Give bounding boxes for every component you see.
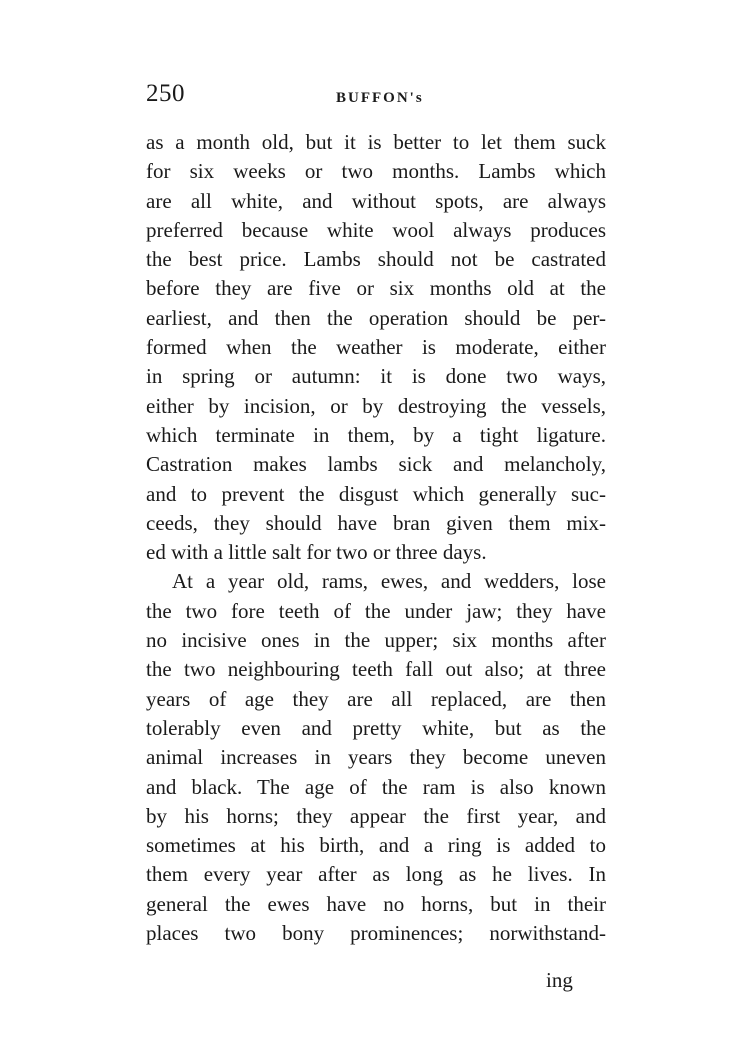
text-line: general the ewes have no horns, but in their — [146, 891, 606, 916]
text-line: for six weeks or two months. Lambs which — [146, 159, 606, 184]
paragraph-1 — [146, 128, 606, 567]
text-line: years of age they are all replaced, are then — [146, 686, 606, 711]
text-line: formed when the weather is moderate, either — [146, 335, 606, 360]
text-line: which terminate in them, by a tight ligature. — [146, 422, 606, 447]
paragraph-2 — [146, 567, 606, 948]
text-line: and to prevent the disgust which generally suc- — [146, 481, 606, 506]
text-line: the two neighbouring teeth fall out also; at three — [146, 657, 606, 682]
text-line: the best price. Lambs should not be castrated — [146, 247, 606, 272]
text-line: before they are five or six months old at the — [146, 276, 606, 301]
page-number: 250 — [146, 80, 185, 107]
text-line: are all white, and without spots, are always — [146, 188, 606, 213]
text-line: sometimes at his birth, and a ring is added to — [146, 833, 606, 858]
text-line: no incisive ones in the upper; six months after — [146, 628, 606, 653]
text-line: the two fore teeth of the under jaw; they have — [146, 598, 606, 623]
text-line: and black. The age of the ram is also known — [146, 774, 606, 799]
text-line: animal increases in years they become uneven — [146, 745, 606, 770]
text-line: in spring or autumn: it is done two ways, — [146, 364, 606, 389]
text-line: tolerably even and pretty white, but as the — [146, 715, 606, 740]
text-line: ed with a little salt for two or three days. — [146, 540, 487, 565]
text-line: Castration makes lambs sick and melancholy, — [146, 452, 606, 477]
text-line: places two bony prominences; norwithstand- — [146, 921, 606, 946]
running-head: BUFFON's — [336, 90, 424, 106]
text-line: either by incision, or by destroying the vessels, — [146, 393, 606, 418]
text-line: earliest, and then the operation should be per- — [146, 305, 606, 330]
body-text — [146, 128, 606, 948]
text-line: as a month old, but it is better to let them suck — [146, 130, 606, 154]
text-line: preferred because white wool always produces — [146, 217, 606, 242]
text-line: them every year after as long as he lives. In — [146, 862, 606, 887]
catchword: ing — [546, 968, 573, 992]
text-line: ceeds, they should have bran given them mix- — [146, 510, 606, 535]
text-line: At a year old, rams, ewes, and wedders, lose — [172, 569, 606, 594]
text-line: by his horns; they appear the first year, and — [146, 803, 606, 828]
page-header — [146, 80, 606, 114]
